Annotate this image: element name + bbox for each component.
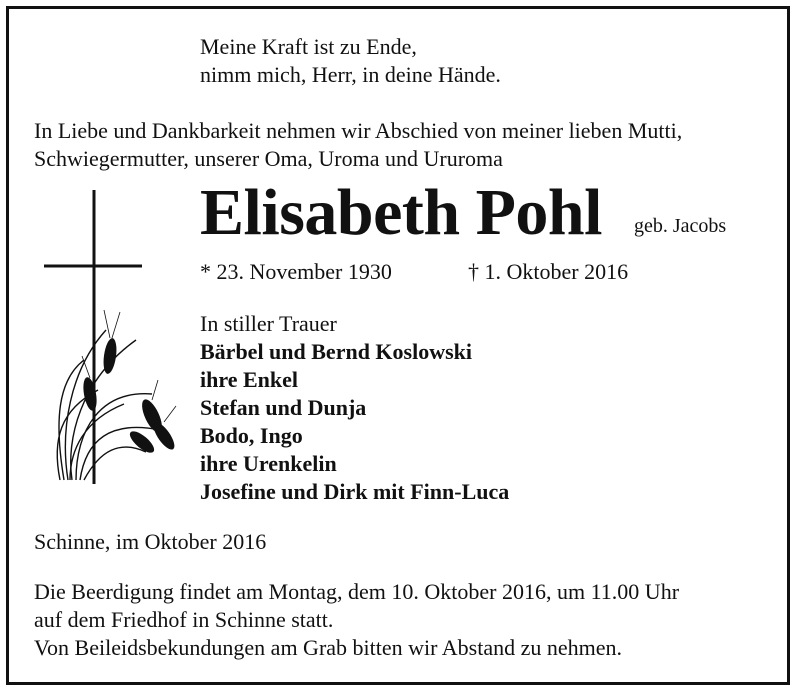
death-date: † 1. Oktober 2016	[468, 259, 629, 284]
mourners-heading: In stiller Trauer	[200, 311, 337, 336]
mourner-line: Bodo, Ingo	[200, 423, 303, 448]
verse-line-2: nimm mich, Herr, in deine Hände.	[200, 62, 501, 87]
mourner-line: ihre Urenkelin	[200, 451, 337, 476]
funeral-line-1: Die Beerdigung findet am Montag, dem 10. Oktober 2016, um 11.00 Uhr	[34, 579, 680, 604]
funeral-line-3: Von Beileidsbekundungen am Grab bitten wir Abstand zu nehmen.	[34, 635, 622, 660]
mourner-line: Josefine und Dirk mit Finn-Luca	[200, 479, 510, 504]
maiden-name: geb. Jacobs	[634, 215, 727, 237]
verse-line-1: Meine Kraft ist zu Ende,	[200, 34, 417, 59]
funeral-line-2: auf dem Friedhof in Schinne statt.	[34, 607, 334, 632]
intro-line-1: In Liebe und Dankbarkeit nehmen wir Abschied von meiner lieben Mutti,	[34, 118, 683, 143]
mourner-line: ihre Enkel	[200, 367, 299, 392]
cross-with-wheat-icon	[40, 190, 180, 490]
mourner-line: Bärbel und Bernd Koslowski	[200, 339, 473, 364]
mourner-line: Stefan und Dunja	[200, 395, 367, 420]
birth-date: * 23. November 1930	[200, 259, 392, 284]
place-date: Schinne, im Oktober 2016	[34, 529, 267, 554]
intro-line-2: Schwiegermutter, unserer Oma, Uroma und Ururoma	[34, 146, 503, 171]
deceased-name: Elisabeth Pohl	[200, 176, 602, 249]
